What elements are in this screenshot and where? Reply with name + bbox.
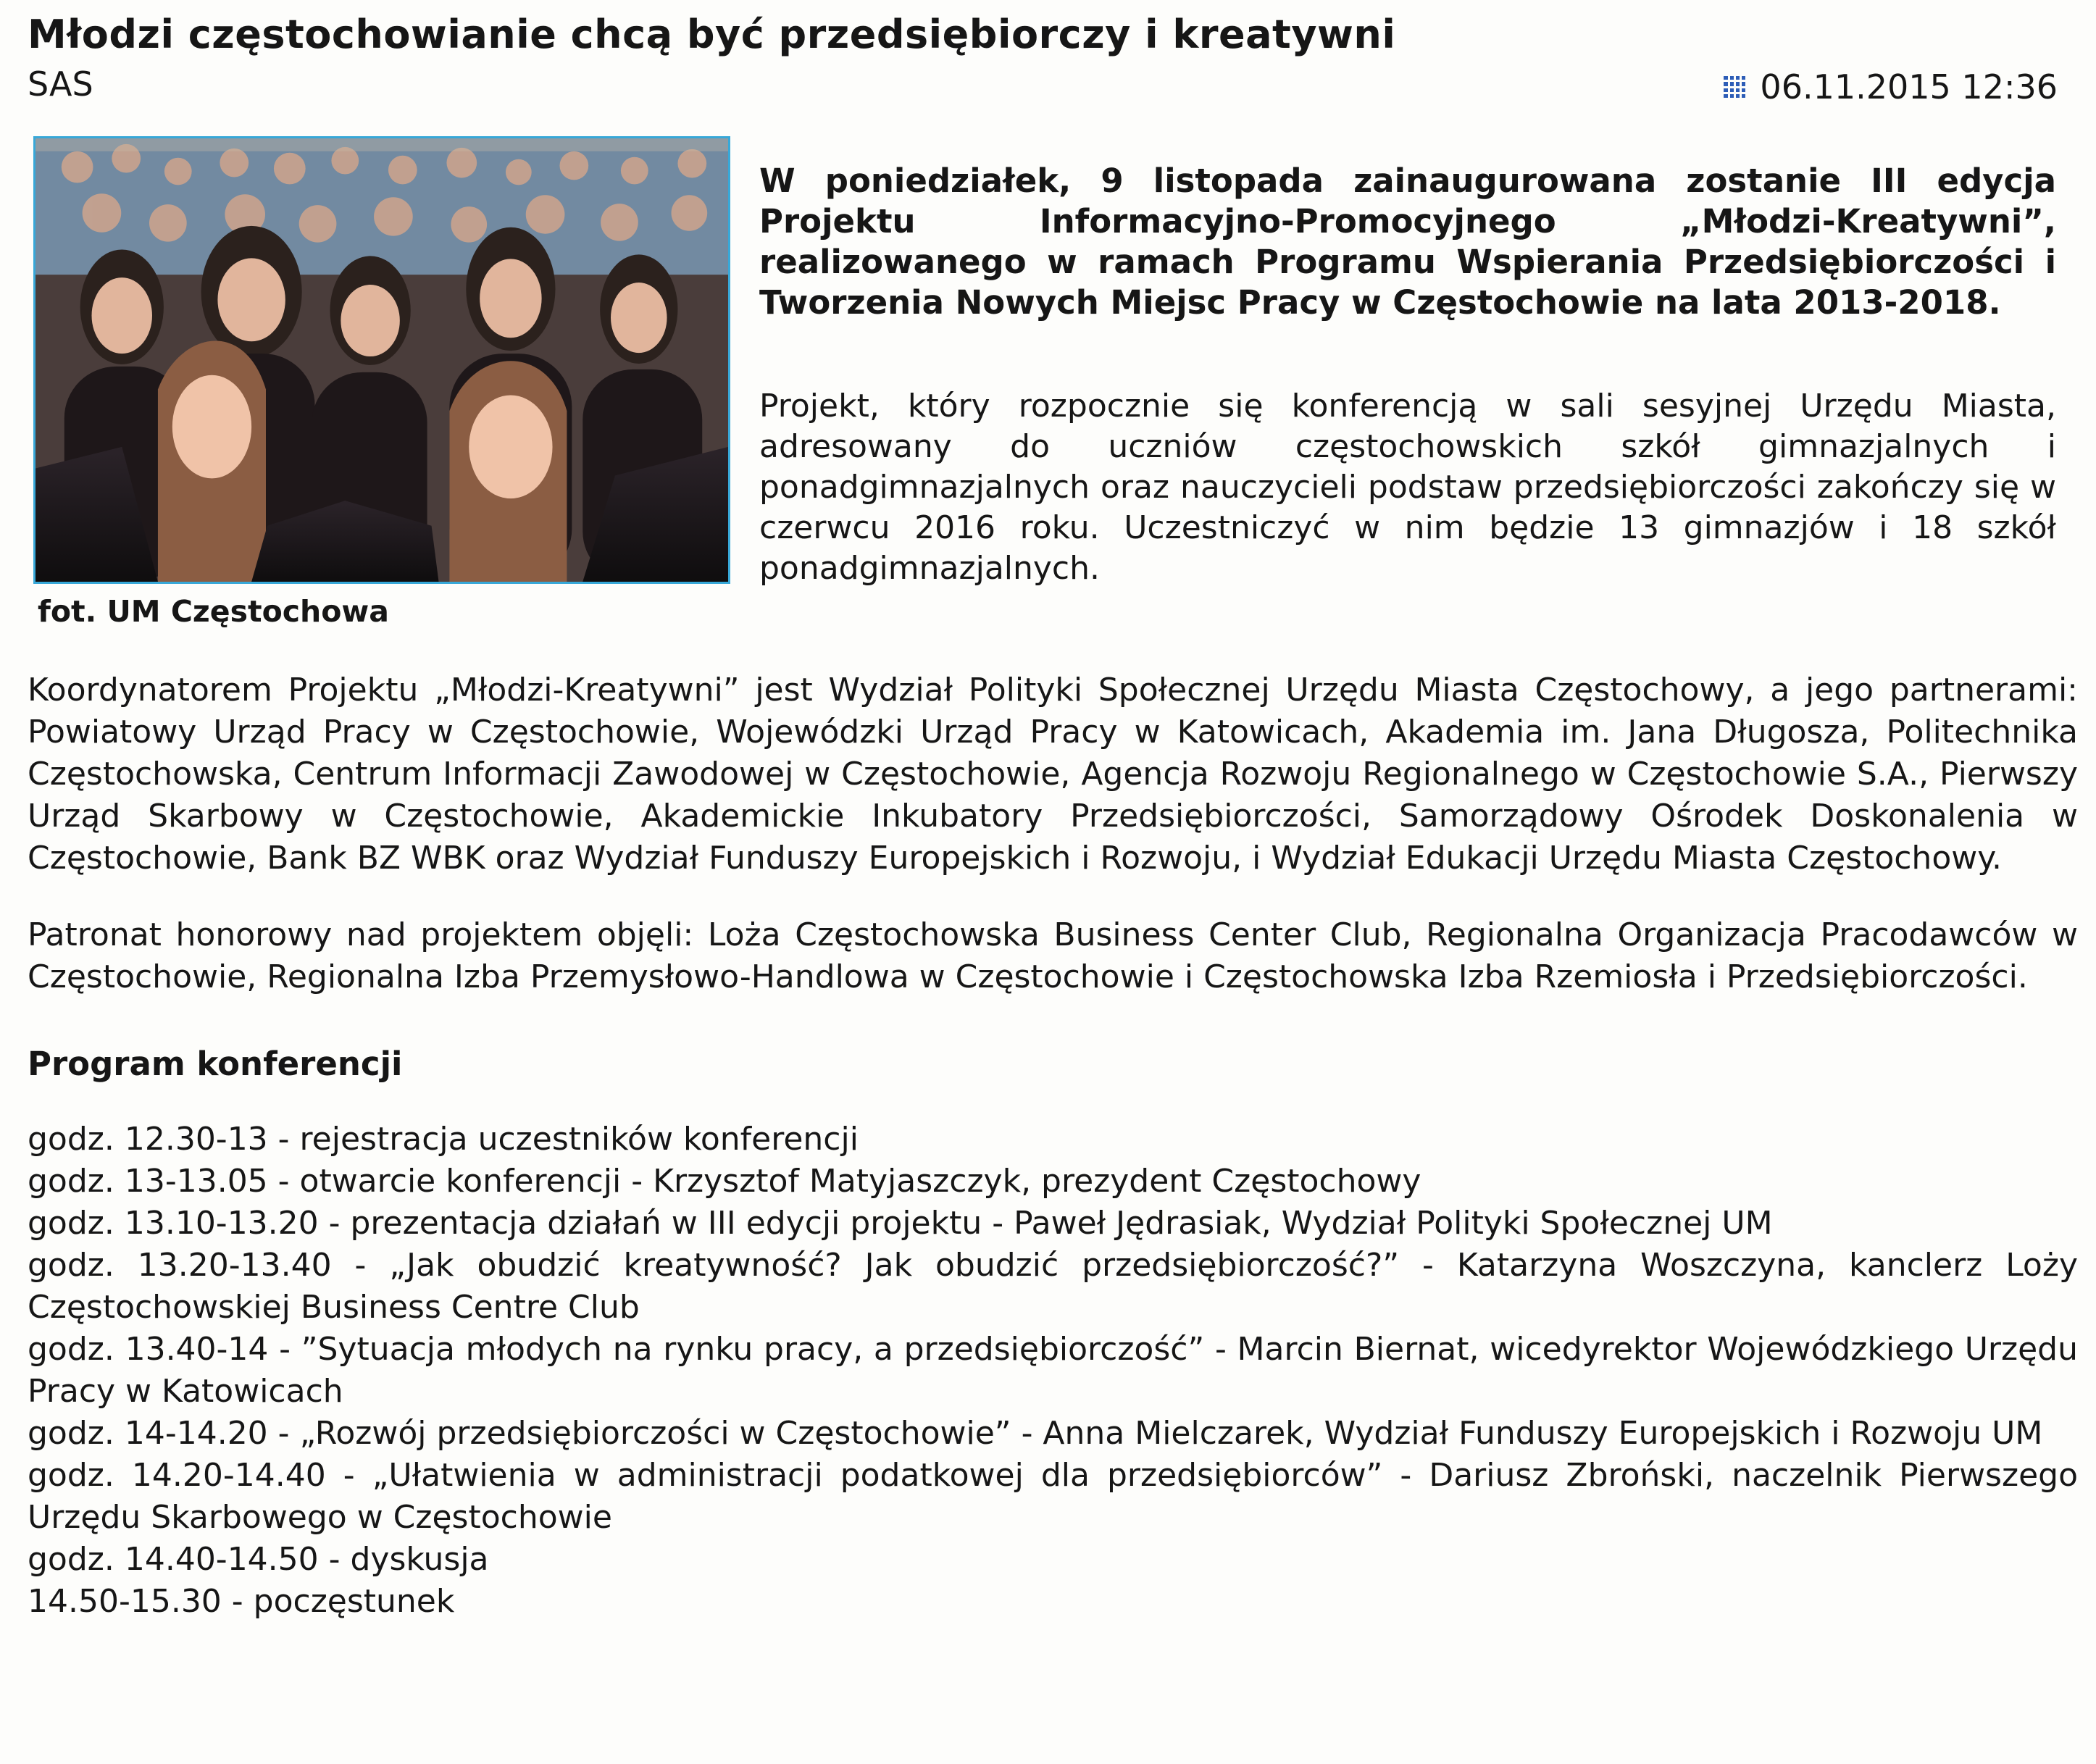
program-list	[28, 1119, 2078, 1623]
article-date-wrap	[1724, 64, 2058, 110]
article-date: 06.11.2015 12:36	[1760, 67, 2058, 106]
program-heading: Program konferencji	[28, 1045, 403, 1083]
program-item: godz. 13.10-13.20 - prezentacja działań w III edycji projektu - Paweł Jędrasiak, Wydział Polityki Społecznej UM	[28, 1205, 1773, 1242]
program-item: godz. 13-13.05 - otwarcie konferencji - Krzysztof Matyjaszczyk, prezydent Częstochowy	[28, 1163, 1421, 1200]
program-item: godz. 14.20-14.40 - „Ułatwienia w administracji podatkowej dla przedsiębiorców” - Dariusz Zbroński, naczelnik Pierwszego Urzędu Skarbowego w Częstochowie	[28, 1457, 2078, 1536]
article-paragraph-3: Patronat honorowy nad projektem objęli: Loża Częstochowska Business Center Club, Regionalna Organizacja Pracodawców w Częstochowie, Regionalna Izba Przemysłowo-Handlowa w Częstochowie i Częstochowska Izba Rzemiosła i Przedsiębiorczości.	[28, 916, 2078, 995]
article	[28, 9, 2078, 1623]
article-meta	[28, 61, 2078, 107]
program-item: godz. 13.20-13.40 - „Jak obudzić kreatywność? Jak obudzić przedsiębiorczość?” - Katarzyna Woszczyna, kanclerz Loży Częstochowskiej Business Centre Club	[28, 1247, 2078, 1326]
photo-caption: fot. UM Częstochowa	[38, 594, 389, 629]
program-item: godz. 14.40-14.50 - dyskusja	[28, 1541, 489, 1578]
article-paragraph-1: Projekt, który rozpocznie się konferencją w sali sesyjnej Urzędu Miasta, adresowany do uczniów częstochowskich szkół gimnazjalnych i ponadgimnazjalnych oraz nauczycieli podstaw przedsiębiorczości zakończy się w czerwcu 2016 roku. Uczestniczyć w nim będzie 13 gimnazjów i 18 szkół ponadgimnazjalnych.	[759, 388, 2056, 587]
article-intro	[28, 136, 2078, 643]
program-item: godz. 12.30-13 - rejestracja uczestników konferencji	[28, 1121, 859, 1158]
article-photo	[33, 136, 730, 584]
calendar-grid-icon	[1724, 76, 1745, 98]
program-item: godz. 13.40-14 - ”Sytuacja młodych na rynku pracy, a przedsiębiorczość” - Marcin Biernat, wicedyrektor Wojewódzkiego Urzędu Pracy w Katowicach	[28, 1331, 2078, 1410]
article-title: Młodzi częstochowianie chcą być przedsiębiorczy i kreatywni	[28, 12, 1396, 57]
program-item: godz. 14-14.20 - „Rozwój przedsiębiorczości w Częstochowie” - Anna Mielczarek, Wydział Funduszy Europejskich i Rozwoju UM	[28, 1415, 2043, 1452]
article-paragraph-2: Koordynatorem Projektu „Młodzi-Kreatywni” jest Wydział Polityki Społecznej Urzędu Miasta Częstochowy, a jego partnerami: Powiatowy Urząd Pracy w Częstochowie, Wojewódzki Urząd Pracy w Katowicach, Akademia im. Jana Długosza, Politechnika Częstochowska, Centrum Informacji Zawodowej w Częstochowie, Agencja Rozwoju Regionalnego w Częstochowie S.A., Pierwszy Urząd Skarbowy w Częstochowie, Akademickie Inkubatory Przedsiębiorczości, Samorządowy Ośrodek Doskonalenia w Częstochowie, Bank BZ WBK oraz Wydział Funduszy Europejskich i Rozwoju, i Wydział Edukacji Urzędu Miasta Częstochowy.	[28, 672, 2078, 877]
article-lead: W poniedziałek, 9 listopada zainaugurowana zostanie III edycja Projektu Informacyjno-Promocyjnego „Młodzi-Kreatywni”, realizowanego w ramach Programu Wspierania Przedsiębiorczości i Tworzenia Nowych Miejsc Pracy w Częstochowie na lata 2013-2018.	[759, 162, 2056, 322]
article-author: SAS	[28, 64, 93, 104]
program-item: 14.50-15.30 - poczęstunek	[28, 1583, 455, 1620]
